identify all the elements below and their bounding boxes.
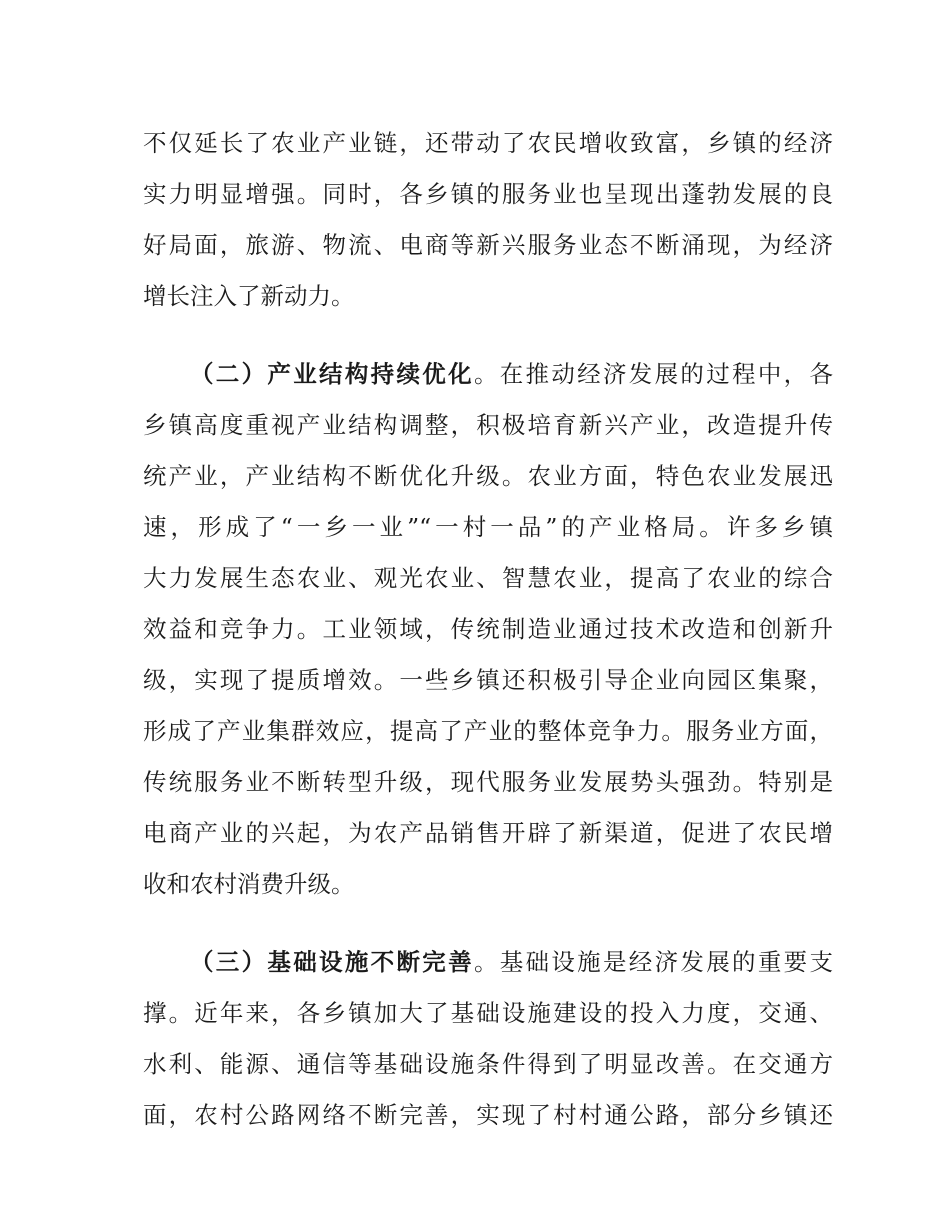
text-line: 统产业，产业结构不断优化升级。农业方面，特色农业发展迅 bbox=[143, 462, 833, 490]
text-line: 不仅延长了农业产业链，还带动了农民增收致富，乡镇的经济 bbox=[143, 129, 833, 157]
text-line: 速，形成了“一乡一业”“一村一品”的产业格局。许多乡镇 bbox=[143, 513, 833, 541]
paragraph-industrial-structure bbox=[143, 349, 833, 910]
text-line: 电商产业的兴起，为农产品销售开辟了新渠道，促进了农民增 bbox=[143, 819, 833, 847]
text-line: 乡镇高度重视产业结构调整，积极培育新兴产业，改造提升传 bbox=[143, 411, 833, 439]
text-line: 实力明显增强。同时，各乡镇的服务业也呈现出蓬勃发展的良 bbox=[143, 180, 833, 208]
text-line: 面，农村公路网络不断完善，实现了村村通公路，部分乡镇还 bbox=[143, 1101, 833, 1129]
text-line: 大力发展生态农业、观光农业、智慧农业，提高了农业的综合 bbox=[143, 564, 833, 592]
text-line: 增长注入了新动力。 bbox=[143, 282, 355, 310]
paragraph-first-line bbox=[143, 349, 833, 400]
document-body bbox=[143, 118, 833, 1141]
paragraph-economy-growth bbox=[143, 118, 833, 322]
section-heading: （三）基础设施不断完善 bbox=[190, 948, 474, 976]
paragraph-infrastructure bbox=[143, 937, 833, 1141]
text-line: 级，实现了提质增效。一些乡镇还积极引导企业向园区集聚， bbox=[143, 666, 833, 694]
text-line: 收和农村消费升级。 bbox=[143, 870, 355, 898]
text-line: 水利、能源、通信等基础设施条件得到了明显改善。在交通方 bbox=[143, 1050, 833, 1078]
section-heading: （二）产业结构持续优化 bbox=[190, 360, 474, 388]
text-line: 传统服务业不断转型升级，现代服务业发展势头强劲。特别是 bbox=[143, 768, 833, 796]
text-fragment: 。基础设施是经济发展的重要支 bbox=[473, 948, 833, 976]
paragraph-first-line bbox=[143, 937, 833, 988]
text-line: 撑。近年来，各乡镇加大了基础设施建设的投入力度，交通、 bbox=[143, 999, 833, 1027]
text-line: 效益和竞争力。工业领域，传统制造业通过技术改造和创新升 bbox=[143, 615, 833, 643]
text-line: 形成了产业集群效应，提高了产业的整体竞争力。服务业方面， bbox=[143, 717, 833, 745]
text-line: 好局面，旅游、物流、电商等新兴服务业态不断涌现，为经济 bbox=[143, 231, 833, 259]
text-fragment: 。在推动经济发展的过程中，各 bbox=[473, 360, 833, 388]
